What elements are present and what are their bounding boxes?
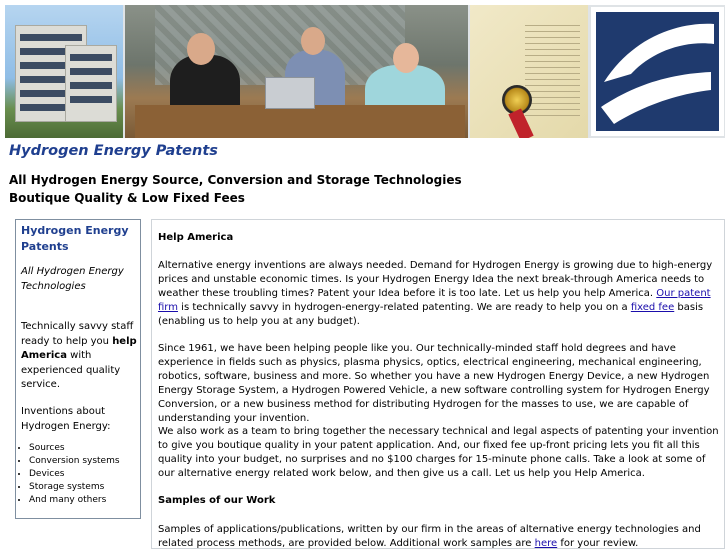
- list-item: • Devices: [29, 468, 140, 481]
- sidebar: [15, 219, 141, 519]
- main-content: [151, 219, 725, 549]
- sidebar-tagline: All Hydrogen Energy Technologies: [21, 266, 124, 292]
- list-item: • And many others: [29, 494, 140, 507]
- list-item: • Conversion systems: [29, 455, 140, 468]
- staff-text-start: Technically savvy staff ready to help you: [21, 321, 134, 347]
- intro-text-3: basis (enabling us to help you at any budget).: [158, 302, 704, 327]
- staff-text-end: with experienced quality service.: [21, 350, 121, 390]
- site-title: Hydrogen Energy Patents: [9, 143, 218, 159]
- our-patent-firm-link[interactable]: Our patent firm: [158, 288, 711, 313]
- sidebar-inventions-label: Inventions about Hydrogen Energy:: [21, 406, 111, 432]
- fixed-fee-link[interactable]: fixed fee: [630, 302, 675, 313]
- list-item: • Sources: [29, 442, 140, 455]
- header-banner: [5, 5, 725, 138]
- list-item: • Storage systems: [29, 481, 140, 494]
- intro-text-1: Alternative energy inventions are always needed. Demand for Hydrogen Energy is growing due to high-energy prices and unstable economic times. Is your Hydrogen Energy Idea the next break-through America needs to weather these troubling times? Patent your Idea before it is too late. Let us help you help America.: [158, 260, 713, 299]
- samples-text-1: Samples of applications/publications, written by our firm in the areas of alternative energy technologies and related process methods, are provided below. Additional work samples are: [158, 524, 701, 549]
- samples-here-link[interactable]: here: [534, 538, 558, 549]
- sidebar-staff-text: [21, 320, 139, 393]
- staff-text-emphasis: help America: [21, 335, 137, 361]
- sidebar-inventions-list: [16, 442, 140, 507]
- subtitle-technologies: All Hydrogen Energy Source, Conversion and Storage Technologies: [9, 173, 462, 187]
- intro-text-2: is technically savvy in hydrogen-energy-related patenting. We are ready to help you on a: [177, 302, 631, 313]
- samples-text-2: for your review.: [557, 538, 639, 549]
- paragraph-since-1961: Since 1961, we have been helping people like you. Our technically-minded staff hold degrees and have experience in fields such as physics, plasma physics, optics, electrical engineering, mechanical engineering, robotics, software, business and more. So whether you have a new Hydrogen Energy Device, a new Hydrogen Energy Storage System, a Hydrogen Powered Vehicle, a new software controlling system for Hydrogen Energy Conversion, or a new business method for distributing Hydrogen for the masses to use, we are capable of understanding your invention.: [158, 343, 710, 424]
- heading-samples: Samples of our Work: [158, 495, 276, 506]
- paragraph-intro: [158, 259, 720, 329]
- stylized-s-logo: [591, 7, 724, 136]
- office-building-photo: [5, 5, 123, 138]
- paragraph-team: We also work as a team to bring together the necessary technical and legal aspects of patenting your invention to give you boutique quality in your patent application. And, our fixed fee up-front pricing lets you fit all this quality into your budget, no surprises and no $100 charges for 15-minute phone calls. Take a look at some of our alternative energy related work below, and then give us a call. Let us help you Help America.: [158, 426, 719, 479]
- subtitle-quality: Boutique Quality & Low Fixed Fees: [9, 191, 245, 205]
- heading-help-america: Help America: [158, 232, 234, 243]
- sidebar-title: Hydrogen Energy Patents: [21, 224, 129, 253]
- meeting-photo: [125, 5, 468, 138]
- declaration-document-photo: [470, 5, 588, 138]
- paragraph-samples: [158, 523, 720, 551]
